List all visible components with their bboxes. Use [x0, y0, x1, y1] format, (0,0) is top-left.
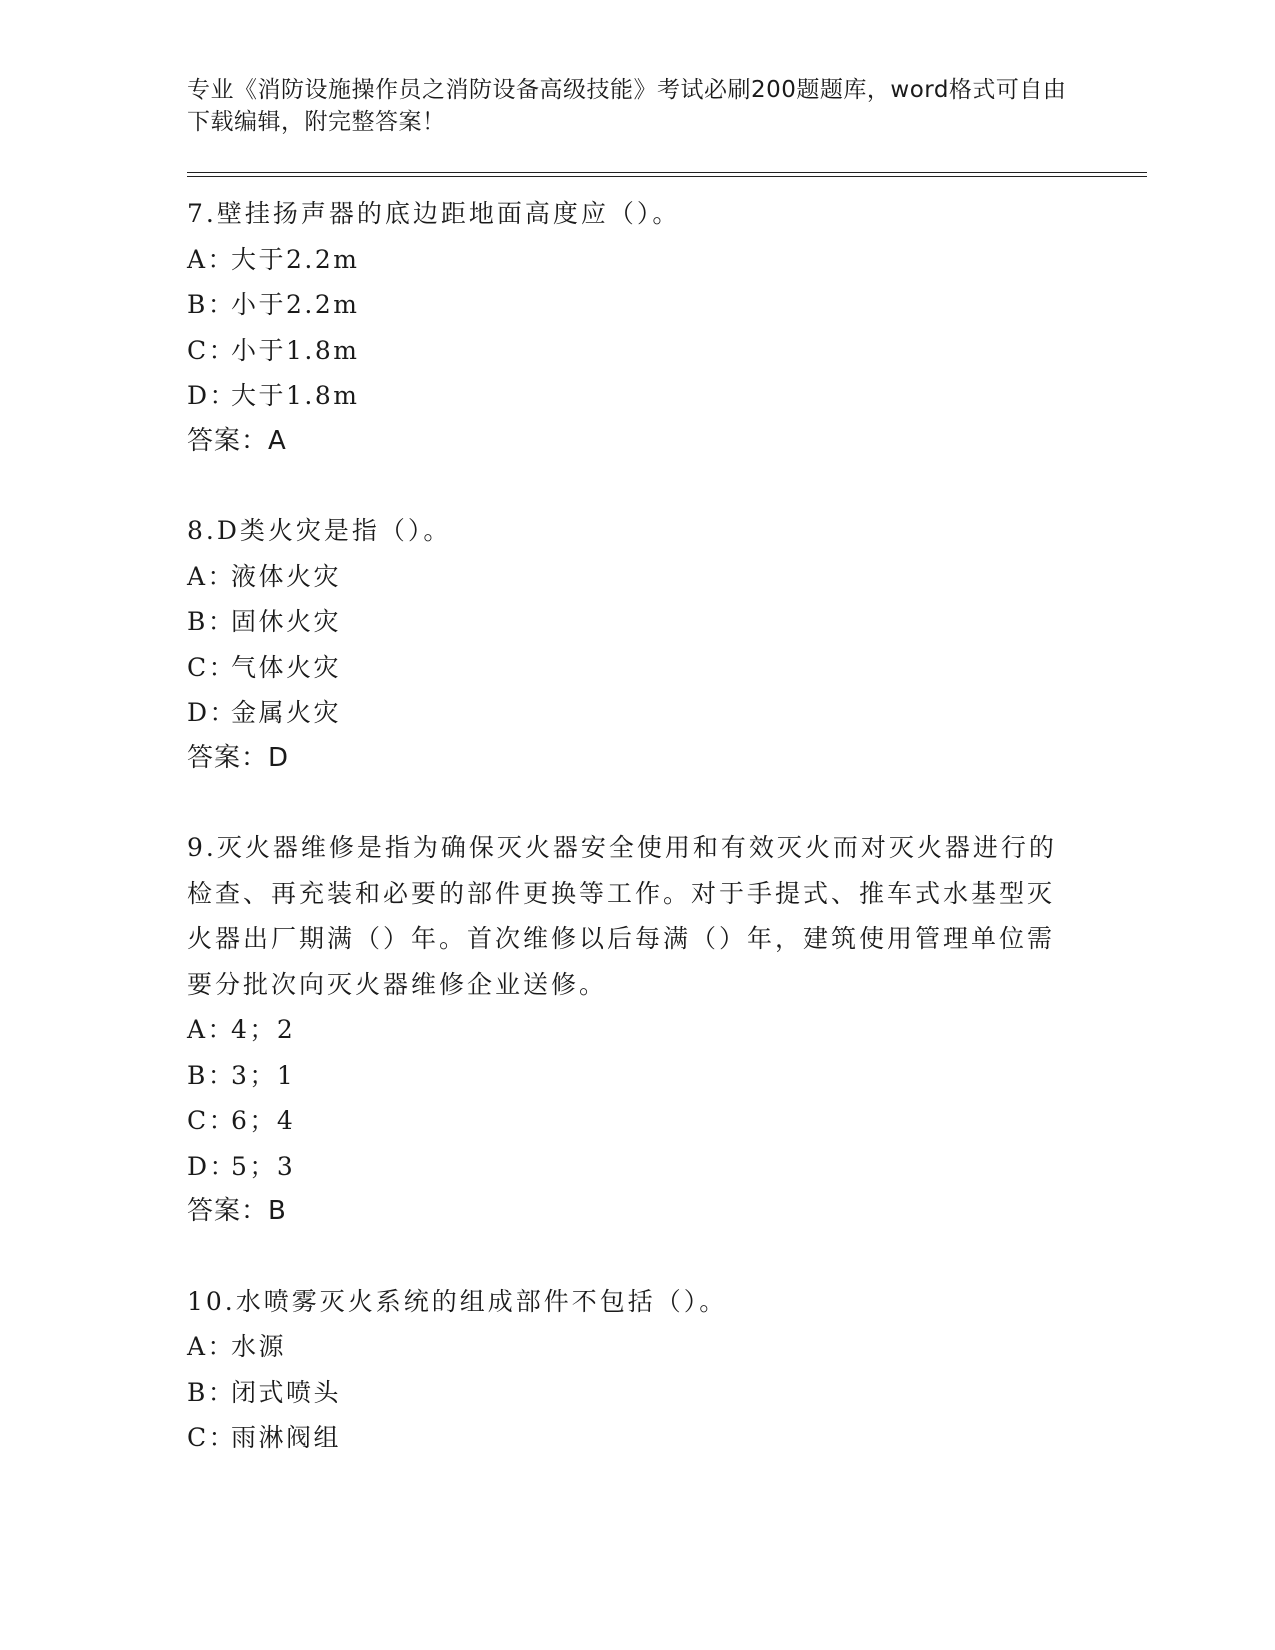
option-key: D：	[187, 698, 238, 727]
answer-line: 答案：A	[187, 425, 287, 456]
question-text: 8.D类火灾是指（）。	[187, 516, 452, 545]
option-c	[187, 645, 1147, 691]
option-text: 4；2	[231, 1015, 296, 1044]
option-text: 5；3	[231, 1151, 296, 1181]
option-key: D：	[187, 381, 238, 410]
option-b	[187, 599, 1147, 645]
question-7	[187, 191, 1147, 464]
option-key: B：	[187, 1060, 236, 1090]
question-list	[187, 191, 1147, 1461]
option-text: 固休火灾	[231, 607, 342, 636]
option-key: D：	[187, 1151, 238, 1181]
option-a	[187, 237, 1147, 283]
option-c	[187, 1415, 1147, 1461]
option-d	[187, 690, 1147, 736]
option-text: 大于1.8m	[231, 381, 360, 410]
option-text: 液体火灾	[231, 561, 342, 591]
option-b	[187, 1053, 1147, 1099]
option-key: A：	[187, 244, 236, 274]
option-key: B：	[187, 290, 236, 319]
option-b	[187, 282, 1147, 328]
option-a	[187, 1007, 1147, 1053]
option-key: B：	[187, 1377, 236, 1407]
option-text: 闭式喷头	[231, 1377, 342, 1407]
option-d	[187, 373, 1147, 419]
option-key: C：	[187, 1106, 237, 1135]
option-text: 小于2.2m	[231, 290, 360, 319]
answer-line: 答案：D	[187, 742, 290, 773]
option-key: C：	[187, 652, 237, 682]
option-c	[187, 1098, 1147, 1144]
question-text: 10.水喷雾灭火系统的组成部件不包括（）。	[187, 1286, 728, 1316]
question-9	[187, 825, 1147, 1235]
option-text: 小于1.8m	[231, 335, 360, 365]
option-key: A：	[187, 1015, 236, 1044]
option-text: 水源	[231, 1332, 287, 1361]
option-text: 金属火灾	[231, 698, 342, 727]
question-8	[187, 508, 1147, 781]
document-page	[187, 74, 1147, 1461]
option-a	[187, 554, 1147, 600]
option-text: 大于2.2m	[231, 244, 360, 274]
answer-line: 答案：B	[187, 1196, 287, 1226]
option-key: A：	[187, 1332, 236, 1361]
header-divider	[187, 172, 1147, 177]
question-10	[187, 1279, 1147, 1461]
option-key: C：	[187, 1423, 237, 1452]
option-text: 3；1	[231, 1060, 296, 1090]
option-key: B：	[187, 607, 236, 636]
option-d	[187, 1144, 1147, 1190]
option-b	[187, 1370, 1147, 1416]
question-text: 9.灭火器维修是指为确保灭火器安全使用和有效灭火而对灭火器进行的检查、再充装和必要的部件更换等工作。对于手提式、推车式水基型灭火器出厂期满（）年。首次维修以后每满（）年，建筑使用管理单位需要分批次向灭火器维修企业送修。	[187, 833, 1057, 999]
option-text: 气体火灾	[231, 652, 342, 682]
question-text: 7.壁挂扬声器的底边距地面高度应（）。	[187, 199, 681, 228]
document-header: 专业《消防设施操作员之消防设备高级技能》考试必刷200题题库，word格式可自由下载编辑，附完整答案！	[187, 77, 1067, 135]
option-key: C：	[187, 335, 237, 365]
option-c	[187, 328, 1147, 374]
option-a	[187, 1324, 1147, 1370]
option-text: 6；4	[231, 1106, 296, 1135]
option-text: 雨淋阀组	[231, 1423, 342, 1452]
option-key: A：	[187, 561, 236, 591]
